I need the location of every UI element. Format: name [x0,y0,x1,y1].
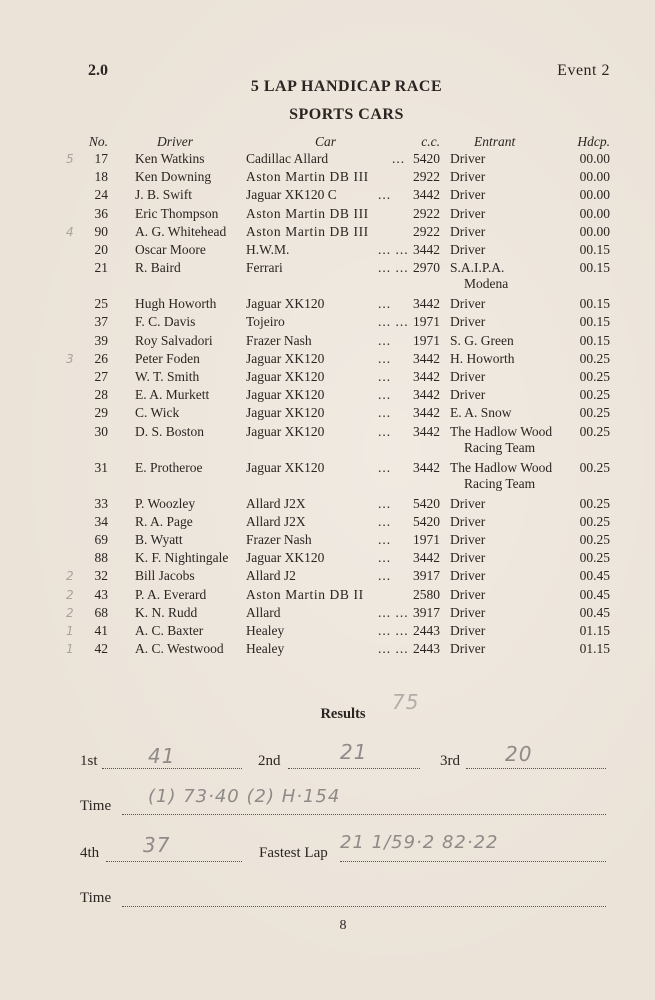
entry-handicap: 00.45 [579,586,610,602]
entry-handicap: 00.25 [579,495,610,511]
entry-entrant: Driver [450,641,486,657]
entry-driver: B. Wyatt [135,532,183,547]
entry-leader-dots: ... ... [378,641,409,657]
second-label: 2nd [258,753,281,769]
entry-handicap: 00.15 [579,296,610,312]
entry-number: 68 [94,604,108,620]
entry-leader-dots: ... ... [378,314,409,330]
entry-car: Jaguar XK120 C [246,187,337,203]
entry-handicap: 00.00 [579,187,610,203]
time-line[interactable] [122,814,606,815]
entry-cc: 3917 [413,568,440,584]
entry-car: Jaguar XK120 [246,296,325,312]
entry-car: Healey [246,623,285,638]
entry-entrant: Driver [450,568,486,584]
entry-leader-dots: ... [378,513,392,529]
col-car: Car [315,134,337,149]
entry-handicap: 00.00 [579,223,610,239]
third-label: 3rd [440,753,460,769]
entry-leader-dots: ... [378,532,392,547]
first-label: 1st [80,753,98,769]
third-value: 20 [505,742,533,766]
entry-leader-dots: ... ... [378,623,409,638]
time-label: Time [80,798,112,814]
first-line[interactable] [102,768,242,769]
entry-cc: 3442 [413,405,440,421]
entry-entrant-line2: Racing Team [464,475,536,491]
margin-pencil-mark: 3 [66,351,74,366]
entry-handicap: 00.25 [579,423,610,439]
margin-pencil-mark: 4 [66,224,74,239]
entry-entrant: Driver [450,369,486,384]
entry-number: 36 [94,205,108,221]
entry-car: Jaguar XK120 [246,350,325,366]
margin-pencil-mark: 1 [66,642,74,657]
entry-entrant: H. Howorth [450,350,515,366]
entry-cc: 3442 [413,369,440,384]
time2-line[interactable] [122,906,606,907]
entry-driver: E. A. Murkett [135,387,210,403]
entry-cc: 5420 [413,495,440,511]
col-driver: Driver [157,134,193,149]
entry-number: 17 [94,151,108,166]
entry-cc: 3442 [413,296,440,312]
entry-handicap: 00.45 [579,568,610,584]
entry-entrant: Driver [450,532,486,547]
col-hdcp: Hdcp. [577,134,610,149]
entry-number: 30 [94,423,108,439]
entry-entrant: Driver [450,205,486,221]
entry-handicap: 00.25 [579,532,610,547]
entry-cc: 3442 [413,187,440,203]
entry-driver: A. C. Westwood [135,641,224,657]
second-value: 21 [340,740,368,764]
entry-handicap: 00.25 [579,513,610,529]
col-entrant: Entrant [474,134,516,149]
entry-leader-dots: ... [392,151,406,166]
entry-number: 18 [94,169,108,185]
entry-number: 24 [94,187,108,203]
entry-handicap: 00.15 [579,242,610,257]
fastest-lap-line[interactable] [340,861,606,862]
entry-car: Jaguar XK120 [246,550,325,566]
entry-leader-dots: ... [378,296,392,312]
entry-entrant: S.A.I.P.A. [450,260,505,276]
entry-handicap: 00.25 [579,459,610,475]
entry-leader-dots: ... [378,550,392,566]
entry-leader-dots: ... [378,405,392,421]
entry-handicap: 00.25 [579,550,610,566]
entry-leader-dots: ... ... [378,242,409,257]
entry-entrant: Driver [450,242,486,257]
entry-leader-dots: ... ... [378,604,409,620]
entry-car: Aston Martin DB III [246,223,369,239]
entry-handicap: 00.15 [579,314,610,330]
entry-driver: F. C. Davis [135,314,196,330]
entry-entrant-line2: Modena [464,276,509,292]
fourth-line[interactable] [106,861,242,862]
entry-car: Aston Martin DB II [246,586,364,602]
entry-number: 27 [94,369,108,384]
entry-cc: 2443 [413,623,440,638]
entry-car: H.W.M. [246,242,290,257]
entry-entrant: Driver [450,151,486,166]
entry-entrant: Driver [450,169,486,185]
entry-cc: 1971 [413,532,440,547]
entry-cc: 2970 [413,260,440,276]
entry-entrant: Driver [450,223,486,239]
entry-number: 69 [94,532,108,547]
entry-cc: 3442 [413,350,440,366]
entry-leader-dots: ... ... [378,260,409,276]
entry-number: 34 [94,513,108,529]
entry-cc: 2580 [413,586,440,602]
entry-leader-dots: ... [378,568,392,584]
entry-driver: Oscar Moore [135,242,206,257]
entry-entrant: Driver [450,586,486,602]
entry-entrant: Driver [450,495,486,511]
entry-handicap: 00.45 [579,604,610,620]
second-line[interactable] [288,768,420,769]
entry-entrant: Driver [450,604,486,620]
entry-car: Aston Martin DB III [246,169,369,185]
entry-number: 37 [94,314,108,330]
entry-car: Jaguar XK120 [246,423,325,439]
time-value: (1) 73·40 (2) H·154 [148,786,341,807]
col-cc: c.c. [421,134,440,149]
entry-leader-dots: ... [378,350,392,366]
entry-number: 31 [94,459,108,475]
entry-car: Cadillac Allard [246,151,329,166]
entry-handicap: 00.25 [579,350,610,366]
entry-handicap: 01.15 [579,623,610,638]
entry-number: 90 [94,223,108,239]
entry-car: Jaguar XK120 [246,405,325,421]
entry-entrant: Driver [450,550,486,566]
entry-car: Allard J2X [246,495,306,511]
entry-car: Frazer Nash [246,332,312,348]
entry-driver: Ken Watkins [135,151,205,166]
entry-driver: W. T. Smith [135,369,200,384]
entry-cc: 3442 [413,550,440,566]
results-title: Results [320,706,366,722]
entry-number: 41 [94,623,108,638]
entry-number: 21 [94,260,108,276]
entry-driver: K. F. Nightingale [135,550,229,566]
margin-pencil-mark: 2 [66,587,74,602]
entry-car: Tojeiro [246,314,285,330]
third-line[interactable] [466,768,606,769]
entry-handicap: 00.15 [579,332,610,348]
margin-pencil-mark: 5 [66,152,74,166]
entry-leader-dots: ... [378,387,392,403]
fourth-label: 4th [80,845,100,861]
race-class: SPORTS CARS [289,106,404,123]
entry-number: 20 [94,242,108,257]
entry-car: Healey [246,641,285,657]
entry-cc: 2922 [413,169,440,185]
entry-entrant: Driver [450,623,486,638]
time2-label: Time [80,890,112,906]
entry-driver: J. B. Swift [135,187,193,203]
entry-car: Ferrari [246,260,283,276]
fastest-lap-value: 21 1/59·2 82·22 [340,832,499,853]
margin-pencil-mark: 2 [66,569,74,584]
entry-car: Jaguar XK120 [246,459,325,475]
entry-driver: Hugh Howorth [135,296,217,312]
entry-driver: A. C. Baxter [135,623,204,638]
entry-car: Allard J2X [246,513,306,529]
entry-car: Frazer Nash [246,532,312,547]
col-no: No. [88,134,108,149]
entry-entrant-line2: Racing Team [464,439,536,455]
entry-cc: 3442 [413,459,440,475]
entry-cc: 5420 [413,151,440,166]
entry-handicap: 00.00 [579,205,610,221]
page-number: 8 [339,918,347,933]
entry-driver: K. N. Rudd [135,604,198,620]
entry-driver: Ken Downing [135,169,212,185]
entry-entrant: The Hadlow Wood [450,459,553,475]
entry-number: 29 [94,405,108,421]
entry-car: Jaguar XK120 [246,369,325,384]
entry-entrant: The Hadlow Wood [450,423,553,439]
event-number: Event 2 [557,62,610,79]
entry-car: Allard J2 [246,568,296,584]
race-title: 5 LAP HANDICAP RACE [250,78,443,95]
entry-handicap: 01.15 [579,641,610,657]
entry-cc: 3442 [413,423,440,439]
entry-handicap: 00.00 [579,169,610,185]
entry-driver: C. Wick [135,405,180,421]
pencil-note: 75 [392,690,420,714]
entry-entrant: Driver [450,314,486,330]
entry-number: 32 [94,568,108,584]
entry-cc: 1971 [413,314,440,330]
start-time: 2.0 [88,62,108,79]
margin-pencil-mark: 1 [66,624,74,638]
entry-number: 42 [94,641,108,657]
margin-pencil-mark: 2 [66,605,74,620]
entry-number: 25 [94,296,108,312]
entry-driver: Eric Thompson [135,205,219,221]
entry-car: Allard [246,604,281,620]
entry-entrant: Driver [450,387,486,403]
entry-leader-dots: ... [378,369,392,384]
entry-handicap: 00.25 [579,387,610,403]
entry-cc: 3442 [413,242,440,257]
entry-number: 39 [94,332,108,348]
entry-driver: Roy Salvadori [135,332,213,348]
entry-number: 33 [94,495,108,511]
entry-leader-dots: ... [378,423,392,439]
entry-driver: R. Baird [135,260,181,276]
entry-leader-dots: ... [378,187,392,203]
entry-driver: P. A. Everard [135,586,207,602]
entry-number: 26 [94,350,108,366]
entry-cc: 2443 [413,641,440,657]
entry-cc: 3442 [413,387,440,403]
entry-number: 28 [94,387,108,403]
entry-entrant: Driver [450,187,486,203]
first-value: 41 [148,744,176,768]
entry-leader-dots: ... [378,459,392,475]
entry-handicap: 00.00 [579,151,610,166]
entry-leader-dots: ... [378,332,392,348]
entry-handicap: 00.15 [579,260,610,276]
entry-entrant: S. G. Green [450,332,514,348]
entry-driver: P. Woozley [135,495,196,511]
entry-cc: 2922 [413,205,440,221]
entry-cc: 3917 [413,604,440,620]
entry-cc: 1971 [413,332,440,348]
entry-driver: D. S. Boston [135,423,205,439]
entry-handicap: 00.25 [579,405,610,421]
entry-cc: 2922 [413,223,440,239]
entry-driver: Bill Jacobs [135,568,195,584]
fastest-lap-label: Fastest Lap [259,845,328,861]
entry-entrant: Driver [450,513,486,529]
entry-car: Aston Martin DB III [246,205,369,221]
entry-entrant: Driver [450,296,486,312]
entry-driver: A. G. Whitehead [135,223,227,239]
entry-entrant: E. A. Snow [450,405,512,421]
entry-driver: E. Protheroe [135,459,203,475]
entry-cc: 5420 [413,513,440,529]
entry-driver: Peter Foden [135,350,200,366]
entry-leader-dots: ... [378,495,392,511]
entry-car: Jaguar XK120 [246,387,325,403]
entry-driver: R. A. Page [135,513,193,529]
entry-number: 43 [94,586,108,602]
entry-handicap: 00.25 [579,369,610,384]
entry-number: 88 [94,550,108,566]
fourth-value: 37 [143,833,171,857]
